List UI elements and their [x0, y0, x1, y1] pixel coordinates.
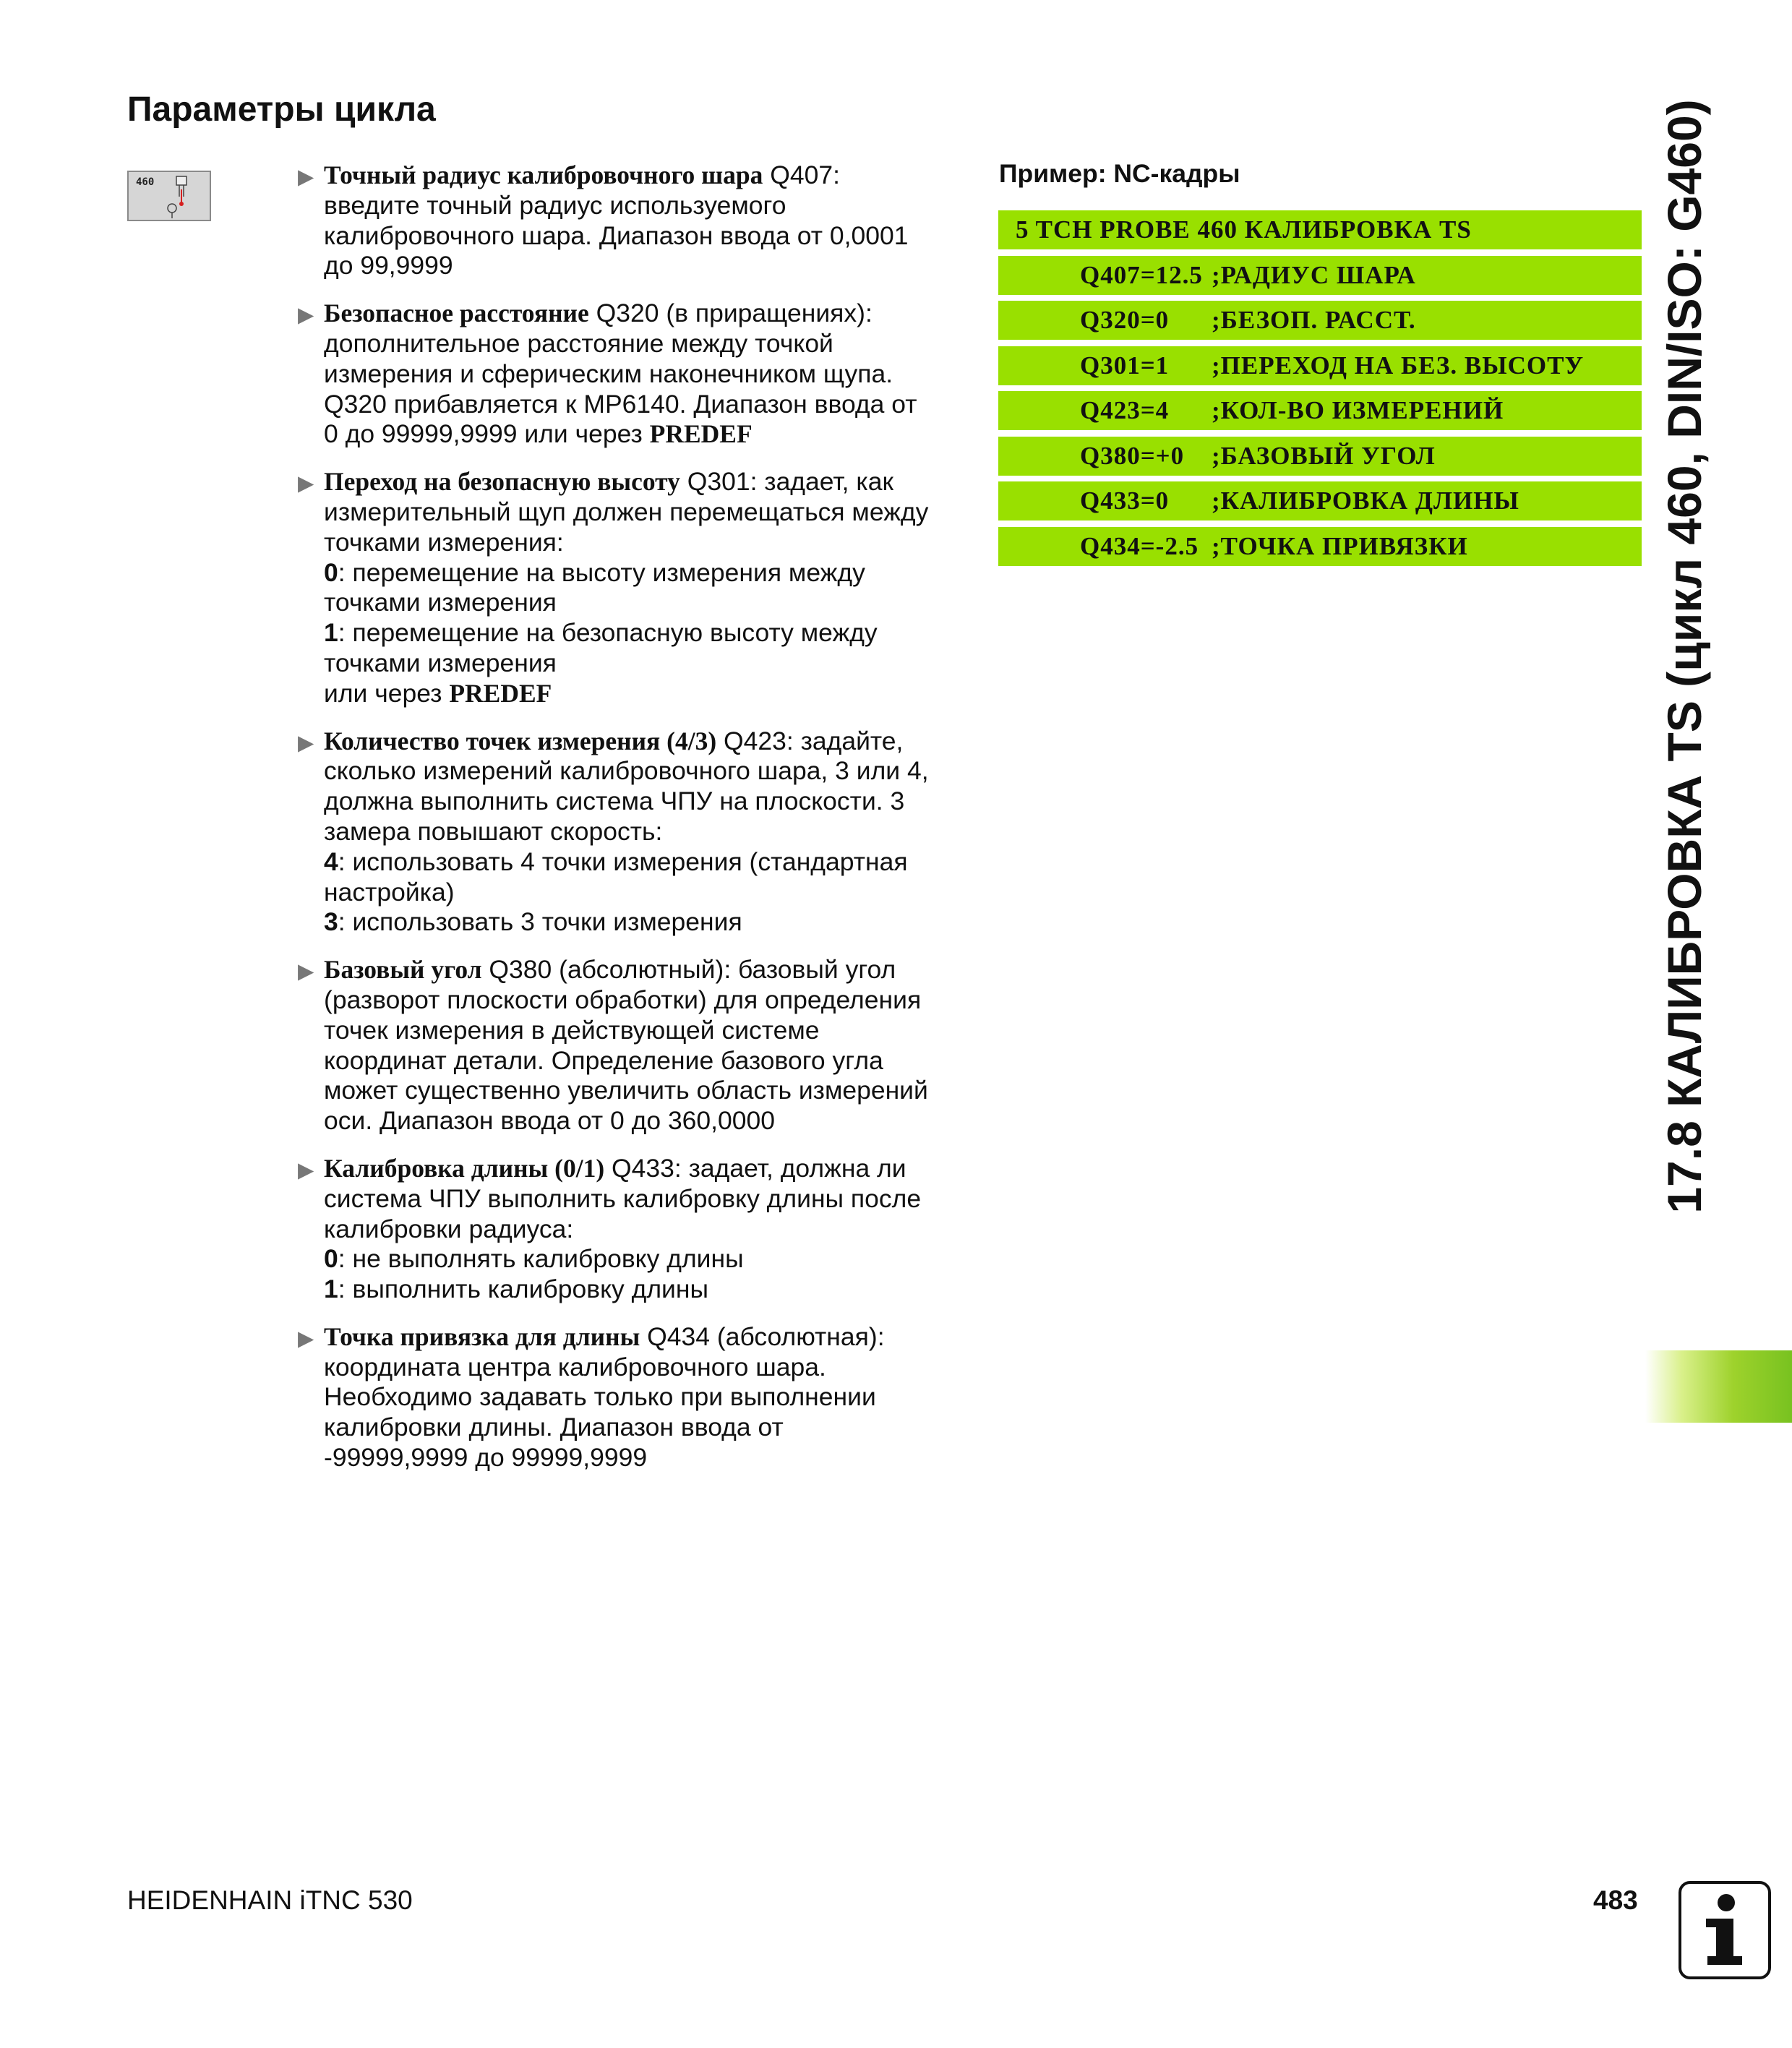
option-value: 1: [324, 1274, 338, 1304]
triangle-bullet-icon: ▶: [298, 1158, 314, 1182]
nc-code: Q301=1: [1080, 351, 1170, 380]
parameter-text: Q407:: [763, 160, 840, 189]
nc-comment: ;КОЛ-ВО ИЗМЕРЕНИЙ: [1212, 396, 1504, 424]
parameter-line: [324, 191, 963, 221]
parameter-text: дополнительное расстояние между точкой: [324, 328, 833, 358]
parameter-text: координата центра калибровочного шара.: [324, 1352, 826, 1381]
parameter-text: калибровки длины. Диапазон ввода от: [324, 1413, 784, 1442]
nc-first-line-text: 5 TCH PROBE 460 КАЛИБРОВКА TS: [1016, 215, 1472, 244]
nc-row: [998, 481, 1642, 520]
option-value: 0: [324, 1244, 338, 1274]
parameter-text: до 99,9999: [324, 251, 453, 280]
parameter-text: точками измерения: [324, 588, 557, 617]
nc-code: Q434=-2.5: [1080, 531, 1199, 560]
parameter-text: измерения и сферическим наконечником щупа.: [324, 359, 893, 388]
chapter-side-header: [1626, 64, 1742, 1249]
nc-comment: ;ТОЧКА ПРИВЯЗКИ: [1212, 531, 1468, 560]
parameter-text: Необходимо задавать только при выполнении: [324, 1382, 876, 1412]
parameter-line: [324, 1046, 963, 1076]
nc-row: [998, 346, 1642, 385]
parameter-name: Точный радиус калибровочного шара: [324, 160, 763, 189]
triangle-bullet-icon: ▶: [298, 166, 314, 189]
parameter-line: [324, 787, 963, 817]
parameter-text: Q434 (абсолютная):: [640, 1321, 885, 1351]
nc-comment: ;ПЕРЕХОД НА БЕЗ. ВЫСОТУ: [1212, 351, 1585, 380]
chapter-tab-marker: [1645, 1350, 1792, 1423]
info-icon: [1679, 1881, 1771, 1979]
parameter-line: [324, 390, 963, 420]
parameter-item: [298, 467, 963, 708]
parameter-line: [324, 1214, 963, 1245]
nc-comment: ;РАДИУС ШАРА: [1212, 260, 1416, 289]
nc-row: [998, 256, 1642, 295]
parameter-text: Q320 прибавляется к MP6140. Диапазон ввода от: [324, 389, 917, 419]
nc-code: Q407=12.5: [1080, 260, 1203, 289]
parameter-text: сколько измерений калибровочного шара, 3 или 4,: [324, 756, 929, 786]
parameter-item: [298, 955, 963, 1136]
parameter-line: [324, 1413, 963, 1443]
parameter-line: [324, 985, 963, 1016]
parameter-line: [324, 648, 963, 679]
parameter-text: точками измерения:: [324, 527, 564, 557]
nc-block-example: [998, 210, 1642, 572]
parameter-text: оси. Диапазон ввода от 0 до 360,0000: [324, 1106, 776, 1136]
parameter-line: [324, 467, 963, 497]
parameter-name: Калибровка длины (0/1): [324, 1153, 605, 1183]
nc-row: [998, 301, 1642, 340]
triangle-bullet-icon: ▶: [298, 304, 314, 327]
option-value: 3: [324, 907, 338, 937]
parameter-line: [324, 878, 963, 908]
parameter-line: [324, 497, 963, 528]
cycle-number: 460: [136, 176, 155, 188]
parameter-text: может существенно увеличить область измерений: [324, 1076, 928, 1105]
parameter-list: [298, 160, 963, 1491]
option-value: 1: [324, 618, 338, 648]
option-value: 0: [324, 557, 338, 587]
parameter-line: [324, 160, 963, 191]
parameter-line: [324, 907, 963, 938]
parameter-line: [324, 588, 963, 618]
parameter-line: [324, 1076, 963, 1106]
parameter-line: [324, 528, 963, 558]
parameter-text: : использовать 3 точки измерения: [338, 907, 742, 937]
parameter-line: [324, 558, 963, 588]
parameter-text: замера повышают скорость:: [324, 816, 663, 846]
parameter-line: [324, 1016, 963, 1046]
parameter-text: калибровки радиуса:: [324, 1214, 574, 1243]
parameter-item: [298, 1154, 963, 1305]
parameter-line: [324, 756, 963, 787]
nc-row: [998, 527, 1642, 566]
parameter-text: точками измерения: [324, 648, 557, 677]
parameter-text: : выполнить калибровку длины: [338, 1274, 709, 1304]
parameter-line: [324, 1184, 963, 1214]
parameter-text: калибровочного шара. Диапазон ввода от 0,0001: [324, 220, 909, 250]
parameter-text: настройка): [324, 877, 455, 907]
section-title: Параметры цикла: [127, 90, 436, 129]
triangle-bullet-icon: ▶: [298, 960, 314, 984]
parameter-text: : использовать 4 точки измерения (стандартная: [338, 847, 908, 876]
nc-code: Q423=4: [1080, 396, 1170, 424]
parameter-text: : перемещение на высоту измерения между: [338, 557, 865, 587]
parameter-text: Q423: задайте,: [716, 726, 904, 755]
parameter-text: Q433: задает, должна ли: [604, 1153, 906, 1183]
option-value: 4: [324, 847, 338, 876]
cycle-460-icon: [127, 171, 211, 221]
parameter-name: Количество точек измерения (4/3): [324, 726, 717, 755]
parameter-name: Базовый угол: [324, 955, 482, 985]
nc-row: [998, 437, 1642, 476]
parameter-name: Безопасное расстояние: [324, 299, 589, 328]
parameter-text: 0 до 99999,9999 или через: [324, 419, 650, 449]
parameter-text: Q380 (абсолютный): базовый угол: [481, 955, 896, 985]
parameter-text: Q320 (в приращениях):: [588, 299, 873, 328]
parameter-line: [324, 1154, 963, 1184]
parameter-item: [298, 727, 963, 938]
parameter-line: [324, 847, 963, 878]
parameter-text: точек измерения в действующей системе: [324, 1015, 820, 1045]
parameter-text: измерительный щуп должен перемещаться между: [324, 497, 929, 526]
chapter-side-header-text: 17.8 КАЛИБРОВКА TS (цикл 460, DIN/ISO: G460): [1658, 99, 1711, 1214]
nc-first-line: [998, 210, 1642, 249]
triangle-bullet-icon: ▶: [298, 1327, 314, 1350]
parameter-line: [324, 299, 963, 329]
triangle-bullet-icon: ▶: [298, 472, 314, 496]
parameter-text: координат детали. Определение базового угла: [324, 1045, 883, 1075]
parameter-line: [324, 1274, 963, 1305]
parameter-line: [324, 1106, 963, 1136]
triangle-bullet-icon: ▶: [298, 731, 314, 755]
example-title: Пример: NC-кадры: [999, 159, 1240, 188]
parameter-item: [298, 160, 963, 281]
nc-code: Q320=0: [1080, 306, 1170, 334]
parameter-line: [324, 817, 963, 847]
parameter-text: система ЧПУ выполнить калибровку длины после: [324, 1183, 922, 1213]
parameter-line: [324, 618, 963, 648]
footer-product: HEIDENHAIN iTNC 530: [127, 1885, 413, 1915]
parameter-item: [298, 299, 963, 450]
probe-calibration-icon: [129, 172, 213, 223]
parameter-line: [324, 679, 963, 709]
parameter-text: : перемещение на безопасную высоту между: [338, 618, 878, 648]
parameter-text: или через: [324, 678, 450, 708]
nc-comment: ;КАЛИБРОВКА ДЛИНЫ: [1212, 487, 1519, 515]
nc-code: Q380=+0: [1080, 441, 1185, 470]
parameter-line: [324, 1322, 963, 1353]
parameter-text: -99999,9999 до 99999,9999: [324, 1443, 648, 1473]
parameter-line: [324, 1382, 963, 1413]
predef-keyword: PREDEF: [649, 419, 753, 449]
parameter-text: : не выполнять калибровку длины: [338, 1244, 744, 1274]
nc-code: Q433=0: [1080, 487, 1170, 515]
parameter-line: [324, 221, 963, 252]
parameter-name: Переход на безопасную высоту: [324, 467, 680, 497]
parameter-text: должна выполнить система ЧПУ на плоскости. 3: [324, 787, 905, 816]
nc-comment: ;БАЗОВЫЙ УГОЛ: [1212, 441, 1436, 470]
parameter-line: [324, 359, 963, 390]
parameter-text: (разворот плоскости обработки) для определения: [324, 985, 922, 1014]
parameter-line: [324, 419, 963, 450]
parameter-text: введите точный радиус используемого: [324, 190, 786, 220]
nc-comment: ;БЕЗОП. РАССТ.: [1212, 306, 1416, 334]
parameter-line: [324, 955, 963, 985]
page-number: 483: [1593, 1885, 1638, 1915]
parameter-text: Q301: задает, как: [679, 467, 893, 497]
parameter-line: [324, 727, 963, 757]
parameter-line: [324, 1353, 963, 1383]
parameter-line: [324, 251, 963, 281]
parameter-line: [324, 1244, 963, 1274]
parameter-name: Точка привязка для длины: [324, 1321, 640, 1351]
parameter-item: [298, 1322, 963, 1473]
nc-row: [998, 391, 1642, 430]
parameter-line: [324, 1443, 963, 1473]
parameter-line: [324, 329, 963, 359]
predef-keyword: PREDEF: [449, 678, 552, 708]
